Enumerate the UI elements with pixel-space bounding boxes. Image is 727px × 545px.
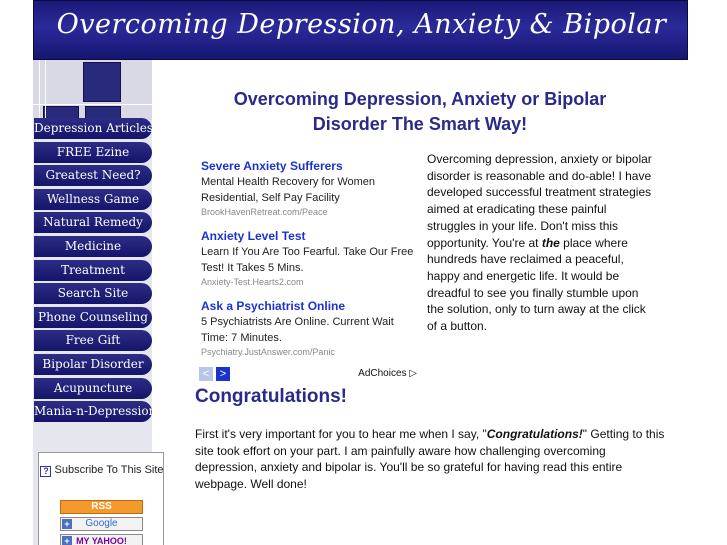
- body-text-end: " Getting to this site took effort on your part. I am painfully aware how challenging overcoming depression, anxiety and bipolar is. You'll be so grateful for having read this entire webpage. Well done!: [195, 427, 665, 492]
- yahoo-label: MY YAHOO!: [76, 536, 127, 545]
- nav-phone-counseling[interactable]: Phone Counseling: [34, 307, 152, 328]
- body-paragraph: [195, 426, 665, 493]
- nav-free-ezine[interactable]: FREE Ezine: [34, 142, 152, 163]
- ad-title-link[interactable]: Anxiety Level Test: [201, 229, 306, 243]
- nav-search-site[interactable]: Search Site: [34, 283, 152, 304]
- intro-text-end: place where hundreds have reclaimed a peaceful, happy and energetic life. It would be dreadful to see you finally stumble upon the solution, only to turn away at the click of a button.: [427, 235, 646, 334]
- subscribe-label: Subscribe To This Site: [54, 464, 164, 476]
- ad-url[interactable]: Anxiety-Test.Hearts2.com: [201, 277, 304, 287]
- ad-navigation: [199, 367, 417, 381]
- add-to-google-button[interactable]: [60, 517, 143, 531]
- chevron-left-icon[interactable]: <: [199, 367, 213, 381]
- body-emphasis: Congratulations!: [486, 427, 583, 441]
- ad-description: 5 Psychiatrists Are Online. Current Wait Time: 7 Minutes.: [201, 316, 394, 344]
- plus-icon: +: [62, 536, 72, 545]
- intro-paragraph: [427, 151, 655, 335]
- header-banner: [33, 0, 688, 60]
- sidebar-nav: [34, 118, 157, 425]
- ad-block: [201, 158, 419, 368]
- nav-acupuncture[interactable]: Acupuncture: [34, 378, 152, 399]
- ad-item: [201, 158, 419, 219]
- intro-text: Overcoming depression, anxiety or bipolar disorder is reasonable and do-able! I have developed successful treatment strategies aimed at eradicating these painful struggles in your life. Don't miss this opportunity. You're at: [427, 152, 652, 250]
- google-label: Google: [85, 518, 118, 529]
- ad-description: Mental Health Recovery for Women Residential, Self Pay Facility: [201, 176, 376, 204]
- add-to-my-yahoo-button[interactable]: [60, 534, 143, 545]
- site-title: Overcoming Depression, Anxiety & Bipolar: [56, 9, 667, 40]
- plus-icon: +: [62, 519, 72, 529]
- adchoices-link[interactable]: [358, 367, 417, 381]
- nav-depression-articles[interactable]: Depression Articles: [34, 118, 152, 139]
- intro-emphasis: the: [541, 235, 560, 250]
- subscribe-box: [38, 452, 164, 545]
- nav-bipolar-disorder[interactable]: Bipolar Disorder: [34, 354, 152, 375]
- body-text: First it's very important for you to hear me when I say, ": [195, 427, 487, 441]
- ad-description: Learn If You Are Too Fearful. Take Our Free Test! It Takes 5 Mins.: [201, 246, 414, 274]
- subscribe-label-wrap: [39, 463, 165, 478]
- adchoices-icon: ▷: [409, 368, 417, 379]
- ad-title-link[interactable]: Ask a Psychiatrist Online: [201, 299, 346, 313]
- nav-medicine[interactable]: Medicine: [34, 236, 152, 257]
- nav-free-gift[interactable]: Free Gift: [34, 330, 152, 351]
- nav-treatment[interactable]: Treatment: [34, 260, 152, 281]
- chevron-right-icon[interactable]: >: [216, 367, 230, 381]
- nav-wellness-game[interactable]: Wellness Game: [34, 189, 152, 210]
- ad-url[interactable]: BrookHavenRetreat.com/Peace: [201, 207, 328, 217]
- help-icon[interactable]: ?: [40, 466, 51, 477]
- nav-mania-n-depression[interactable]: Mania-n-Depression: [34, 401, 152, 422]
- congrats-heading: Congratulations!: [195, 386, 347, 407]
- page-title: Overcoming Depression, Anxiety or Bipolar Disorder The Smart Way!: [233, 89, 607, 134]
- adchoices-label: AdChoices: [358, 368, 407, 379]
- ad-title-link[interactable]: Severe Anxiety Sufferers: [201, 159, 343, 173]
- rss-button[interactable]: RSS: [60, 500, 143, 514]
- ad-url[interactable]: Psychiatry.JustAnswer.com/Panic: [201, 347, 335, 357]
- nav-greatest-need[interactable]: Greatest Need?: [34, 165, 152, 186]
- ad-item: [201, 228, 419, 289]
- nav-natural-remedy[interactable]: Natural Remedy: [34, 212, 152, 233]
- decorative-graphic: [33, 60, 152, 120]
- ad-item: [201, 298, 419, 359]
